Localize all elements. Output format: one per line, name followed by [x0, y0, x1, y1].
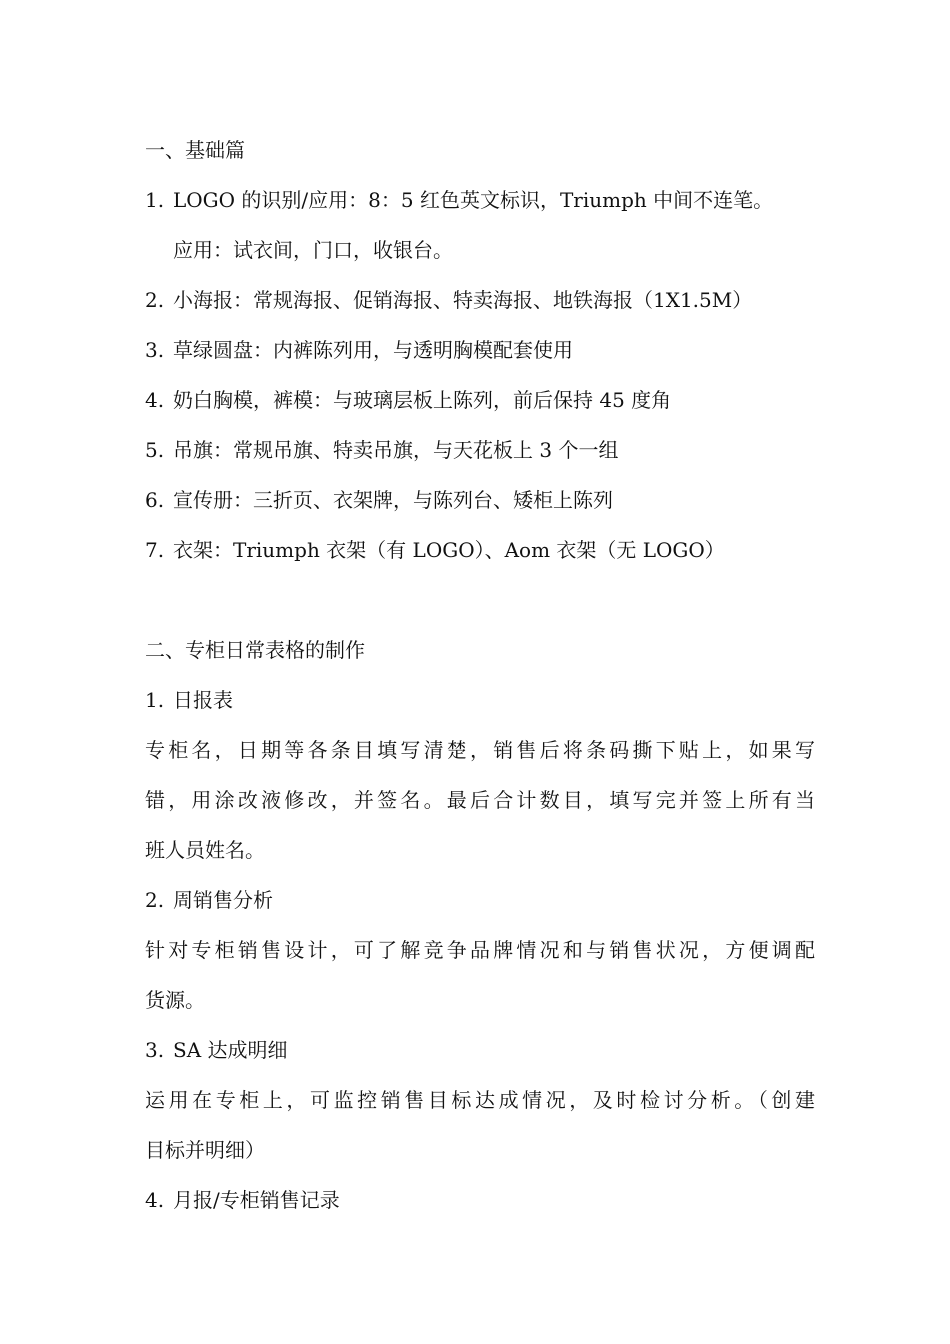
paragraph-line: 目标并明细） — [145, 1138, 265, 1162]
subsection-title-text: 周销售分析 — [173, 888, 273, 912]
subsection-1-title — [145, 675, 815, 725]
subsection-title-text: 日报表 — [173, 688, 233, 712]
list-item-number: 3. — [145, 1038, 165, 1062]
subsection-2-title — [145, 875, 815, 925]
list-item-text: LOGO 的识别/应用：8：5 红色英文标识，Triumph 中间不连笔。 — [173, 188, 774, 212]
document-page — [145, 125, 815, 1225]
list-item-number: 4. — [145, 1188, 165, 1212]
list-item-7 — [145, 525, 815, 575]
subsection-title-text: SA 达成明细 — [173, 1038, 288, 1062]
section-spacer — [145, 575, 815, 625]
list-item-2 — [145, 275, 815, 325]
section1-heading: 一、基础篇 — [145, 138, 245, 162]
paragraph-line: 针对专柜销售设计，可了解竞争品牌情况和与销售状况，方便调配 — [145, 938, 815, 962]
subsection-3-title — [145, 1025, 815, 1075]
paragraph-line: 班人员姓名。 — [145, 838, 265, 862]
list-item-text: 小海报：常规海报、促销海报、特卖海报、地铁海报（1X1.5M） — [173, 288, 753, 312]
list-item-6 — [145, 475, 815, 525]
list-item-number: 3. — [145, 338, 165, 362]
list-item-1 — [145, 175, 815, 225]
list-item-text: 奶白胸模，裤模：与玻璃层板上陈列，前后保持 45 度角 — [173, 388, 672, 412]
list-item-text: 草绿圆盘：内裤陈列用，与透明胸模配套使用 — [173, 338, 573, 362]
list-item-number: 1. — [145, 188, 165, 212]
list-item-1-continuation: 应用：试衣间，门口，收银台。 — [173, 238, 453, 262]
list-item-number: 2. — [145, 888, 165, 912]
paragraph-line: 货源。 — [145, 988, 205, 1012]
list-item-text: 吊旗：常规吊旗、特卖吊旗，与天花板上 3 个一组 — [173, 438, 619, 462]
list-item-number: 6. — [145, 488, 165, 512]
list-item-5 — [145, 425, 815, 475]
subsection-4-title — [145, 1175, 815, 1225]
list-item-number: 7. — [145, 538, 165, 562]
section2-heading: 二、专柜日常表格的制作 — [145, 638, 365, 662]
list-item-number: 1. — [145, 688, 165, 712]
paragraph-line: 错，用涂改液修改，并签名。最后合计数目，填写完并签上所有当 — [145, 788, 815, 812]
subsection-title-text: 月报/专柜销售记录 — [173, 1188, 340, 1212]
list-item-number: 4. — [145, 388, 165, 412]
list-item-text: 衣架：Triumph 衣架（有 LOGO）、Aom 衣架（无 LOGO） — [173, 538, 725, 562]
paragraph-line: 专柜名，日期等各条目填写清楚，销售后将条码撕下贴上，如果写 — [145, 738, 815, 762]
list-item-text: 宣传册：三折页、衣架牌，与陈列台、矮柜上陈列 — [173, 488, 613, 512]
list-item-number: 5. — [145, 438, 165, 462]
list-item-number: 2. — [145, 288, 165, 312]
list-item-3 — [145, 325, 815, 375]
list-item-4 — [145, 375, 815, 425]
paragraph-line: 运用在专柜上，可监控销售目标达成情况，及时检讨分析。（创建 — [145, 1088, 815, 1112]
